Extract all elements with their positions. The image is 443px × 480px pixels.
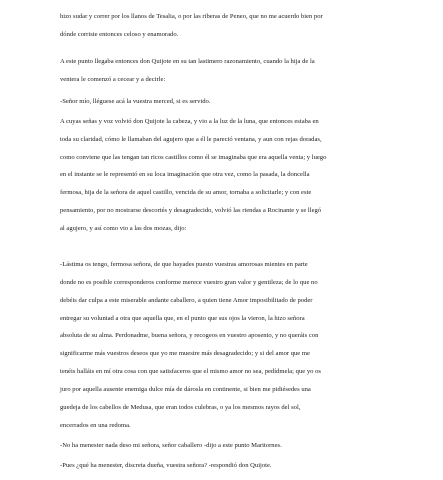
text-line: significarme más vuestros deseos que yo me muestre más desagradecido; y si del amor que me: [60, 350, 310, 357]
text-line: -Pues ¿qué ha menester, discreta dueña, vuestra señora? -respondió don Quijote.: [60, 462, 272, 469]
text-line: como conviene que las tengan tan ricos castillos como él se imaginaba que era aquella venta; y luego: [60, 154, 327, 161]
text-line: al agujero, y así como vio a las dos mozas, dijo:: [60, 225, 187, 232]
text-line: -Señor mío, lléguese acá la vuestra merced, si es servido.: [60, 98, 211, 105]
text-line: entregar su voluntad a otra que aquella que, en el punto que sus ojos la vieron, la hizo señora: [60, 315, 305, 322]
text-line: juro por aquella ausente enemiga dulce mía de dárosla en continente, si bien me pidiésedes una: [60, 386, 311, 393]
text-line: A cuyas señas y voz volvió don Quijote la cabeza, y vio a la luz de la luna, que entonces estaba en: [60, 118, 319, 125]
text-line: guedeja de los cabellos de Medusa, que eran todos culebras, o ya los mesmos rayos del sol,: [60, 404, 301, 411]
text-line: ventera le comenzó a cecear y a decirle:: [60, 76, 166, 83]
text-line: -Lástima os tengo, fermosa señora, de que hayades puesto vuestras amorosas mientes en parte: [60, 261, 308, 268]
text-line: A este punto llegaba entonces don Quijote en su tan lastimero razonamiento, cuando la hija de la: [60, 58, 315, 65]
text-line: en el instante se le representó en su loca imaginación que otra vez, como la pasada, la doncella: [60, 171, 310, 178]
text-line: donde no es posible corresponderos conforme merece vuestro gran valor y gentileza; de lo que no: [60, 279, 318, 286]
text-line: tenéis halláis en mí otra cosa con que satisfaceros que el mismo amor no sea, pedídmela; que yo os: [60, 368, 321, 375]
text-line: debéis dar culpa a este miserable andante caballero, a quien tiene Amor imposibilitado de poder: [60, 297, 313, 304]
text-line: -No ha menester nada deso mi señora, señor caballero -dijo a este punto Maritornes.: [60, 442, 282, 449]
text-line: hizo sudar y correr por los llanos de Tesalia, o por las riberas de Peneo, que no me acuerdo bien por: [60, 13, 323, 20]
text-line: pensamiento, por no mostrarse descortés y desagradecido, volvió las riendas a Rocinante y se llegó: [60, 207, 322, 214]
text-line: absoluta de su alma. Perdonadme, buena señora, y recogeos en vuestro aposento, y no queráis con: [60, 332, 319, 339]
text-line: encerrados en una redoma.: [60, 422, 131, 429]
text-line: dónde corriste entonces celoso y enamorado.: [60, 31, 179, 38]
text-line: toda su claridad, cómo le llamaban del agujero que a él le pareció ventana, y aun con rejas doradas,: [60, 136, 322, 143]
text-line: fermosa, hija de la señora de aquel castillo, vencida de su amor, tornaba a solicitarle; y con este: [60, 189, 312, 196]
